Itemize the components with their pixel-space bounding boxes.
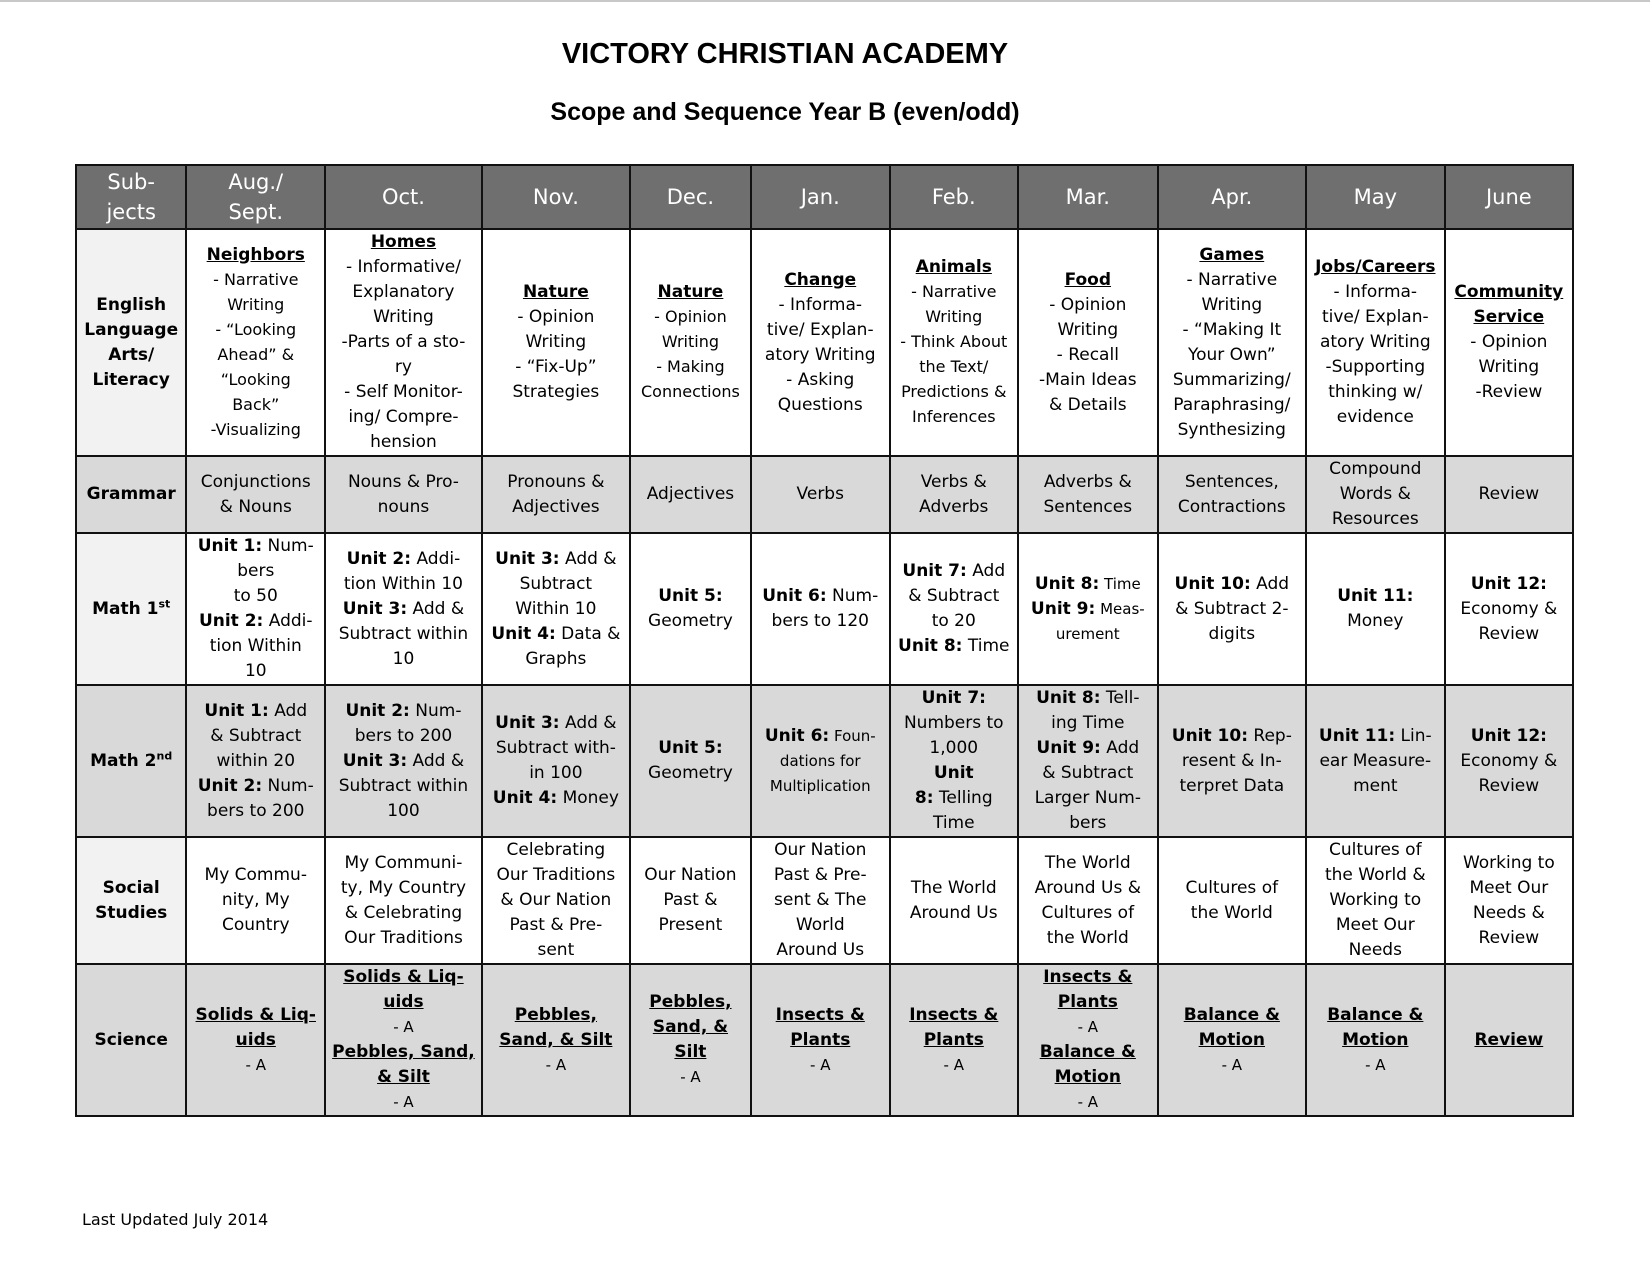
scope-sequence-table xyxy=(75,164,1574,1117)
unit-code: - A xyxy=(393,1093,414,1111)
header-label: Jan. xyxy=(800,185,840,209)
unit-label: Unit 3: xyxy=(342,750,408,771)
unit-topic: Money xyxy=(1347,611,1404,631)
month-cell xyxy=(1158,964,1306,1116)
month-cell xyxy=(1445,685,1573,837)
unit-code: - A xyxy=(545,1055,567,1074)
unit-code: - A xyxy=(810,1055,831,1074)
month-cell xyxy=(751,964,890,1116)
header-label: Nov. xyxy=(532,185,579,209)
cell-text: Adjectives xyxy=(646,484,735,504)
unit-topic: Economy & Review xyxy=(1460,750,1558,796)
science-topic: Insects & Plants xyxy=(775,1004,865,1050)
topic-title: Nature xyxy=(522,282,589,302)
month-cell xyxy=(751,533,890,685)
table-row xyxy=(76,229,1573,456)
header-row xyxy=(76,165,1573,229)
month-cell xyxy=(186,837,325,964)
header-label: Feb. xyxy=(931,185,976,209)
month-cell xyxy=(890,533,1018,685)
month-cell xyxy=(325,229,482,456)
cell-text: Verbs xyxy=(796,484,844,504)
unit-code: - A xyxy=(680,1068,701,1086)
cell-text: Sentences, Contractions xyxy=(1177,471,1286,517)
unit-topic: Add & Subtract within 100 xyxy=(338,750,469,821)
unit-topic: Money xyxy=(557,788,619,808)
month-cell xyxy=(1306,456,1445,533)
topic-title: Food xyxy=(1064,269,1112,290)
unit-topic: Rep- resent & In- terpret Data xyxy=(1179,725,1292,796)
unit-label: Unit 5: xyxy=(658,738,723,758)
subject-cell xyxy=(76,964,186,1116)
cell-text: Review xyxy=(1478,484,1540,504)
subject-cell xyxy=(76,456,186,533)
cell-text: Celebrating Our Traditions & Our Nation Past & Pre- sent xyxy=(496,840,616,960)
header-label: Dec. xyxy=(666,185,715,209)
month-cell xyxy=(1158,685,1306,837)
month-cell xyxy=(325,837,482,964)
unit-topic: Economy & Review xyxy=(1460,598,1558,644)
header-month xyxy=(630,165,751,229)
month-cell xyxy=(1306,837,1445,964)
table-row xyxy=(76,964,1573,1116)
month-cell xyxy=(1018,456,1158,533)
month-cell xyxy=(482,964,630,1116)
topic-title: Change xyxy=(784,269,857,290)
subject-label: Grammar xyxy=(86,484,176,504)
unit-label: Unit 8: xyxy=(1034,573,1100,594)
month-cell xyxy=(890,456,1018,533)
science-topic: Insects & Plants xyxy=(909,1004,999,1050)
unit-topic: Add & Subtract Larger Num- bers xyxy=(1034,738,1141,833)
month-cell xyxy=(630,837,751,964)
header-month xyxy=(1445,165,1573,229)
header-month xyxy=(1158,165,1306,229)
month-cell xyxy=(630,964,751,1116)
subject-cell xyxy=(76,837,186,964)
unit-label: Unit 5: xyxy=(658,586,723,606)
last-updated-note: Last Updated July 2014 xyxy=(82,1210,269,1229)
ordinal-suffix: nd xyxy=(156,748,173,762)
topic-details: - Informative/ Explanatory Writing -Parts of a sto- ry - Self Monitor- ing/ Compre- hension xyxy=(341,257,466,452)
month-cell xyxy=(325,533,482,685)
unit-topic: Telling Time xyxy=(932,788,993,833)
unit-topic: Numbers to 1,000 xyxy=(903,713,1004,758)
month-cell xyxy=(1306,533,1445,685)
cell-text: My Communi- ty, My Country & Celebrating Our Traditions xyxy=(340,852,467,948)
month-cell xyxy=(751,229,890,456)
month-cell xyxy=(482,456,630,533)
month-cell xyxy=(325,685,482,837)
cell-text: Cultures of the World xyxy=(1185,877,1279,923)
unit-label: Unit 10: xyxy=(1171,725,1248,746)
month-cell xyxy=(482,837,630,964)
science-topic: Solids & Liq- uids xyxy=(343,967,464,1012)
header-label: Sub- jects xyxy=(106,170,156,224)
page-subtitle: Scope and Sequence Year B (even/odd) xyxy=(550,98,1020,126)
unit-label: Unit 9: xyxy=(1036,738,1101,758)
science-topic: Pebbles, Sand, & Silt xyxy=(332,1042,475,1087)
subject-label: Social Studies xyxy=(95,877,168,923)
unit-label: Unit 8: xyxy=(914,763,974,808)
unit-topic: Num- bers to 120 xyxy=(771,586,879,631)
month-cell xyxy=(1018,837,1158,964)
unit-topic: Add & Subtract with- in 100 xyxy=(495,713,617,783)
cell-text: Working to Meet Our Needs & Review xyxy=(1462,852,1555,948)
topic-details: - Informa- tive/ Explan- atory Writing -Supporting thinking w/ evidence xyxy=(1319,282,1431,427)
unit-topic: Num- bers to 50 xyxy=(233,536,314,606)
header-month xyxy=(325,165,482,229)
cell-text: The World Around Us xyxy=(909,877,998,923)
topic-title: Homes xyxy=(370,232,437,252)
unit-code: - A xyxy=(943,1055,964,1074)
unit-topic: Time xyxy=(1099,574,1141,593)
cell-text: Our Nation Past & Present xyxy=(644,865,737,935)
unit-label: Unit 9: xyxy=(1030,598,1096,619)
month-cell xyxy=(630,685,751,837)
unit-topic: Add & Subtract to 20 xyxy=(908,561,1006,631)
month-cell xyxy=(186,533,325,685)
science-topic: Balance & Motion xyxy=(1183,1004,1280,1050)
unit-label: Unit 1: xyxy=(197,536,263,556)
ordinal-suffix: st xyxy=(158,596,171,610)
month-cell xyxy=(1445,229,1573,456)
unit-topic: Meas- urement xyxy=(1055,599,1145,643)
subject-cell xyxy=(76,229,186,456)
header-label: Oct. xyxy=(381,185,425,209)
month-cell xyxy=(751,837,890,964)
unit-topic: Geometry xyxy=(648,611,733,631)
table-row xyxy=(76,533,1573,685)
header-month xyxy=(1018,165,1158,229)
unit-label: Unit 3: xyxy=(342,598,408,619)
header-label: Apr. xyxy=(1211,185,1253,209)
topic-details: - Opinion Writing - Making Connections xyxy=(640,307,740,401)
month-cell xyxy=(751,685,890,837)
unit-topic: Geometry xyxy=(648,763,733,783)
header-month xyxy=(482,165,630,229)
month-cell xyxy=(751,456,890,533)
unit-label: Unit 10: xyxy=(1174,573,1251,594)
page-title: VICTORY CHRISTIAN ACADEMY xyxy=(561,38,1009,70)
month-cell xyxy=(890,685,1018,837)
top-rule xyxy=(0,0,1650,2)
subject-label: English Language Arts/ Literacy xyxy=(84,294,179,390)
science-topic: Insects & Plants xyxy=(1043,967,1133,1012)
topic-details: - Narrative Writing - “Looking Ahead” & “Looking Back” -Visualizing xyxy=(210,269,301,439)
header-label: Mar. xyxy=(1065,185,1110,209)
unit-code: - A xyxy=(393,1018,414,1036)
cell-text: Compound Words & Resources xyxy=(1329,459,1422,529)
month-cell xyxy=(482,533,630,685)
month-cell xyxy=(1018,964,1158,1116)
subject-cell xyxy=(76,533,186,685)
cell-text: Nouns & Pro- nouns xyxy=(347,471,459,517)
unit-topic: Tell- ing Time xyxy=(1051,688,1140,733)
month-cell xyxy=(325,456,482,533)
month-cell xyxy=(1306,229,1445,456)
month-cell xyxy=(890,837,1018,964)
unit-code: - A xyxy=(1077,1018,1099,1036)
unit-label: Unit 1: xyxy=(204,700,269,721)
cell-text: Cultures of the World & Working to Meet Our Needs xyxy=(1324,840,1426,960)
unit-topic: Num- bers to 200 xyxy=(207,775,314,821)
unit-code: - A xyxy=(1365,1055,1386,1074)
header-label: May xyxy=(1353,185,1398,209)
science-topic: Balance & Motion xyxy=(1327,1004,1424,1050)
science-topic: Balance & Motion xyxy=(1039,1042,1136,1087)
topic-details: - Informa- tive/ Explan- atory Writing - Asking Questions xyxy=(764,294,876,415)
unit-label: Unit 2: xyxy=(346,548,412,569)
subject-label: Math 2 xyxy=(90,750,157,771)
cell-text: The World Around Us & Cultures of the World xyxy=(1034,852,1141,948)
unit-label: Unit 4: xyxy=(491,623,556,644)
science-topic: Pebbles, Sand, & Silt xyxy=(499,1004,613,1050)
subject-label: Math 1 xyxy=(92,598,159,619)
month-cell xyxy=(482,229,630,456)
month-cell xyxy=(186,456,325,533)
unit-topic: Lin- ear Measure- ment xyxy=(1319,725,1432,796)
table-row xyxy=(76,837,1573,964)
month-cell xyxy=(1158,456,1306,533)
header-month xyxy=(890,165,1018,229)
cell-text: Conjunctions & Nouns xyxy=(200,471,311,517)
subject-cell xyxy=(76,685,186,837)
unit-code: - A xyxy=(245,1055,266,1074)
topic-title: Community Service xyxy=(1454,282,1564,327)
cell-text: Our Nation Past & Pre- sent & The World Around Us xyxy=(773,840,867,960)
cell-text: My Commu- nity, My Country xyxy=(204,865,307,935)
header-month xyxy=(186,165,325,229)
unit-label: Unit 11: xyxy=(1318,725,1396,746)
unit-label: Unit 12: xyxy=(1470,725,1547,746)
unit-label: Unit 3: xyxy=(495,713,560,733)
header-month xyxy=(1306,165,1445,229)
unit-label: Unit 6: xyxy=(762,586,827,606)
table-row xyxy=(76,685,1573,837)
unit-label: Unit 4: xyxy=(492,788,558,808)
unit-label: Unit 8: xyxy=(898,636,963,656)
month-cell xyxy=(1306,964,1445,1116)
header-label: June xyxy=(1485,185,1532,209)
unit-topic: Foun- dations for Multiplication xyxy=(769,726,876,795)
unit-label: Unit 6: xyxy=(764,725,830,746)
month-cell xyxy=(630,456,751,533)
topic-details: - Narrative Writing - Think About the Text/ Predictions & Inferences xyxy=(900,282,1008,426)
unit-label: Unit 12: xyxy=(1470,573,1547,594)
unit-label: Unit 7: xyxy=(921,688,986,708)
science-topic: Solids & Liq- uids xyxy=(195,1004,316,1050)
unit-code: - A xyxy=(1077,1093,1099,1111)
month-cell xyxy=(1445,533,1573,685)
month-cell xyxy=(1158,533,1306,685)
unit-topic: Addi- tion Within 10 xyxy=(209,611,313,681)
unit-code: - A xyxy=(1221,1055,1243,1074)
topic-title: Jobs/Careers xyxy=(1315,257,1436,277)
unit-topic: Data & Graphs xyxy=(525,623,621,669)
topic-title: Games xyxy=(1199,244,1265,265)
unit-topic: Num- bers to 200 xyxy=(354,700,462,746)
unit-label: Unit 3: xyxy=(495,548,560,569)
unit-label: Unit 8: xyxy=(1036,688,1101,708)
cell-text: Adverbs & Sentences xyxy=(1043,471,1133,517)
month-cell xyxy=(186,229,325,456)
science-topic: Review xyxy=(1474,1029,1544,1050)
unit-label: Unit 7: xyxy=(902,561,967,581)
header-subjects xyxy=(76,165,186,229)
topic-title: Neighbors xyxy=(206,244,305,265)
unit-topic: Add & Subtract 2- digits xyxy=(1175,573,1290,644)
month-cell xyxy=(325,964,482,1116)
month-cell xyxy=(1445,837,1573,964)
month-cell xyxy=(1306,685,1445,837)
month-cell xyxy=(1018,685,1158,837)
science-topic: Pebbles, Sand, & Silt xyxy=(649,992,732,1062)
cell-text: Verbs & Adverbs xyxy=(919,471,989,517)
unit-label: Unit 2: xyxy=(345,700,410,721)
cell-text: Pronouns & Adjectives xyxy=(507,471,605,517)
month-cell xyxy=(890,229,1018,456)
header-label: Aug./ Sept. xyxy=(228,170,284,224)
subject-label: Science xyxy=(94,1029,168,1050)
topic-details: - Opinion Writing - “Fix-Up” Strategies xyxy=(512,307,600,402)
topic-title: Animals xyxy=(915,257,992,277)
table-row xyxy=(76,456,1573,533)
unit-label: Unit 11: xyxy=(1337,586,1414,606)
month-cell xyxy=(630,229,751,456)
month-cell xyxy=(1445,964,1573,1116)
unit-topic: Addi- tion Within 10 xyxy=(343,548,463,594)
month-cell xyxy=(482,685,630,837)
month-cell xyxy=(186,685,325,837)
month-cell xyxy=(186,964,325,1116)
unit-topic: Add & Subtract within 20 xyxy=(210,700,308,771)
month-cell xyxy=(1445,456,1573,533)
header-month xyxy=(751,165,890,229)
unit-label: Unit 2: xyxy=(197,775,263,796)
month-cell xyxy=(890,964,1018,1116)
unit-topic: Time xyxy=(962,636,1010,656)
month-cell xyxy=(1018,229,1158,456)
topic-details: - Narrative Writing - “Making It Your Own” Summarizing/ Paraphrasing/ Synthesizing xyxy=(1172,269,1291,440)
month-cell xyxy=(1018,533,1158,685)
unit-label: Unit 2: xyxy=(198,611,264,631)
month-cell xyxy=(1158,229,1306,456)
unit-topic: Add & Subtract within 10 xyxy=(338,598,469,669)
topic-title: Nature xyxy=(657,282,724,302)
unit-topic: Add & Subtract Within 10 xyxy=(515,548,617,619)
month-cell xyxy=(1158,837,1306,964)
topic-details: - Opinion Writing - Recall -Main Ideas & Details xyxy=(1038,294,1137,415)
topic-details: - Opinion Writing -Review xyxy=(1470,332,1548,402)
month-cell xyxy=(630,533,751,685)
